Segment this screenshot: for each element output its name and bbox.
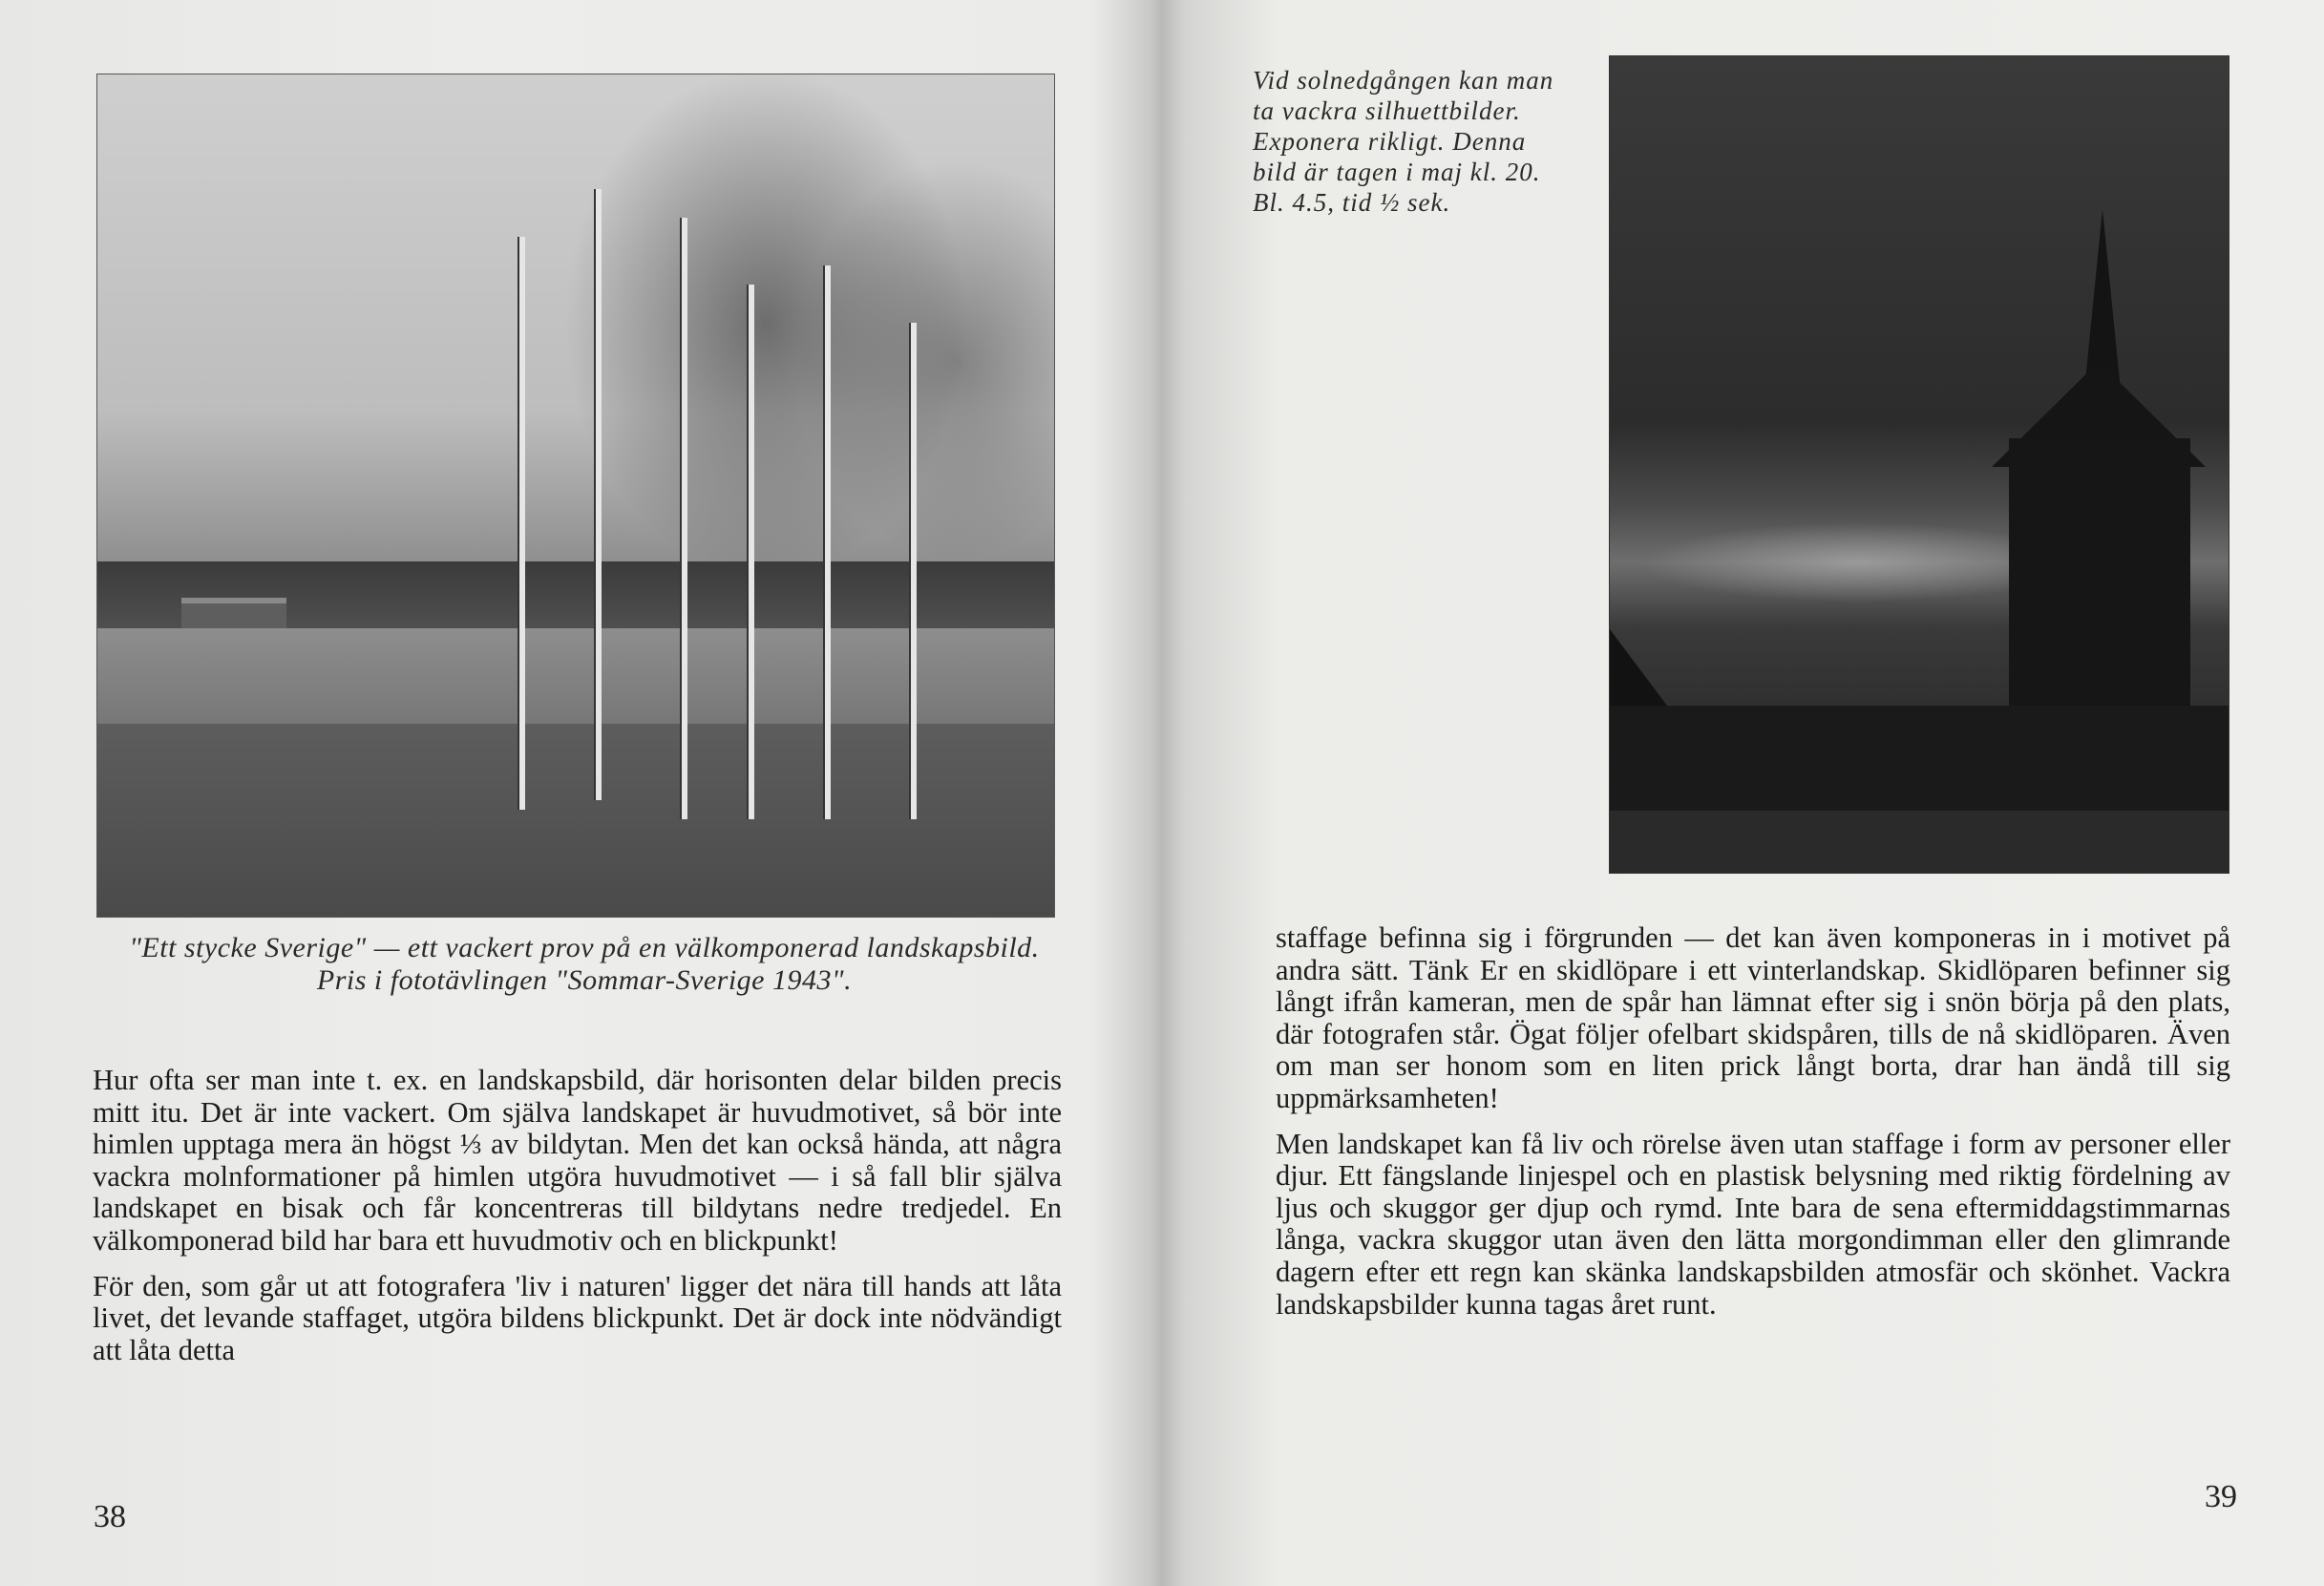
paragraph: För den, som går ut att fotografera 'liv i naturen' ligger det nära till hands att låta livet, det levande staffaget, utgöra bildens blickpunkt. Det är dock inte nödvändigt att låta detta	[93, 1269, 1062, 1366]
landscape-photo-caption: "Ett stycke Sverige" — ett vackert prov på en välkomponerad landskapsbild. Pris i fototävlingen "Sommar-Sverige 1943".	[129, 932, 1040, 996]
birch-trunk	[518, 237, 525, 810]
right-page	[1164, 0, 2324, 1586]
birch-trunk	[594, 189, 602, 800]
left-page	[0, 0, 1160, 1586]
right-body-text	[1276, 922, 2230, 1334]
left-body-text	[93, 1065, 1062, 1380]
birch-trunk	[680, 218, 687, 819]
paragraph: Hur ofta ser man inte t. ex. en landskapsbild, där horisonten delar bilden precis mitt itu. Det är inte vackert. Om själva landskapet är huvudmotivet, så bör inte himlen upptaga mera än högst ⅓ av bildytan. Men det kan också hända, att några vackra molnformationer på himlen utgöra huvudmotivet — i så fall blir själva landskapet en bisak och får koncentreras till bildytans nedre tredjedel. En välkomponerad bild har bara ett huvudmotiv och en blickpunkt!	[93, 1064, 1062, 1257]
landscape-photo	[96, 74, 1055, 918]
paragraph: staffage befinna sig i förgrunden — det kan även komponeras in i motivet på andra sätt. Tänk Er en skidlöpare i ett vinterlandskap. Skidlöparen befinner sig långt ifrån kameran, men de spår han lämnat efter sig i snön börja på den plats, där fotografen står. Ögat följer ofelbart skidspåren, tills de nå skidlöparen. Även om man ser honom som en liten prick långt borta, drar han ändå till sig uppmärksamheten!	[1276, 921, 2230, 1114]
photo-foreground	[1610, 811, 2229, 873]
birch-trunk	[747, 285, 754, 819]
birch-trunk	[909, 323, 917, 819]
page-number-right: 39	[2205, 1479, 2237, 1514]
birch-trunk	[823, 265, 831, 819]
churchyard-wall	[1610, 706, 2229, 820]
page-number-left: 38	[94, 1499, 126, 1534]
church-silhouette-photo	[1609, 55, 2229, 874]
paragraph: Men landskapet kan få liv och rörelse även utan staffage i form av personer eller djur. Ett fängslande linjespel och en plastisk belysning med riktig fördelning av ljus och skuggor ger djup och rymd. Inte bara de sena eftermiddagstimmarnas långa, vackra skuggor utan även den lätta morgondimman eller den glimrande dagern efter ett regn kan skänka landskapsbilden atmosfär och skönhet. Vackra landskapsbilder kunna tagas året runt.	[1276, 1127, 2230, 1321]
church-photo-caption: Vid solnedgången kan man ta vackra silhuettbilder. Exponera rikligt. Denna bild är tagen i maj kl. 20. Bl. 4.5, tid ½ sek.	[1253, 66, 1554, 217]
photo-barn	[181, 598, 286, 630]
